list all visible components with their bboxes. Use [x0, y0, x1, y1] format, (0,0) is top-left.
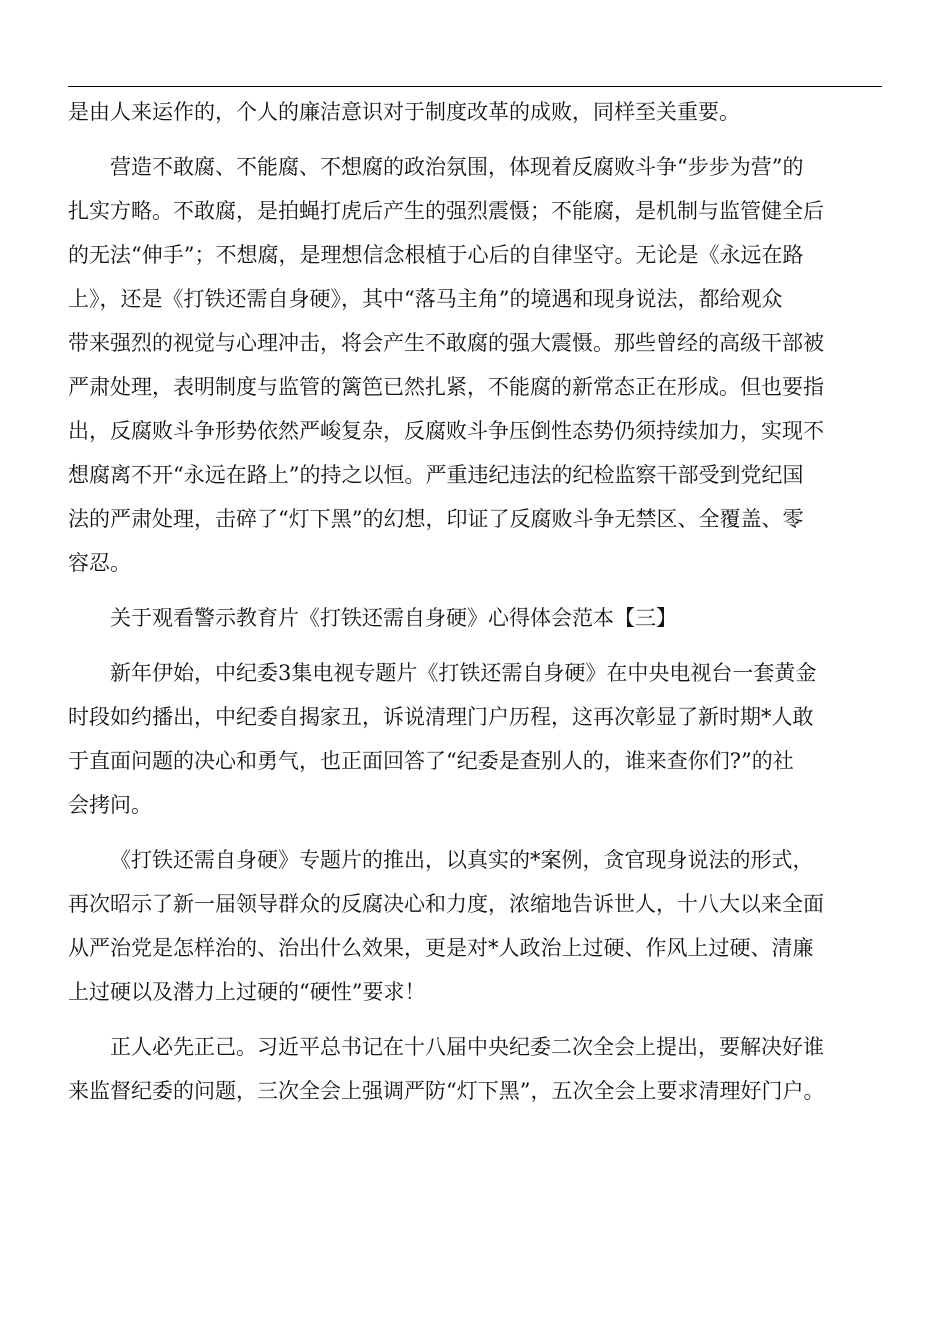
text-line: 容忍。: [68, 551, 131, 575]
text-line: 法的严肃处理，击碎了“灯下黑”的幻想，印证了反腐败斗争无禁区、全覆盖、零: [68, 507, 804, 531]
paragraph-gap: [68, 1014, 888, 1025]
text-line: 上过硬以及潜力上过硬的“硬性”要求！: [68, 980, 426, 1004]
text-line: 《打铁还需自身硬》专题片的推出，以真实的*案例，贪官现身说法的形式，: [110, 848, 814, 872]
paragraph-gap: [68, 585, 888, 596]
paragraph-gap: [68, 134, 888, 145]
text-line: 扎实方略。不敢腐，是拍蝇打虎后产生的强烈震慑；不能腐，是机制与监管健全后: [68, 199, 824, 223]
section-heading: [68, 596, 888, 640]
paragraph-gap: [68, 640, 888, 651]
text-line: 严肃处理，表明制度与监管的篱笆已然扎紧，不能腐的新常态正在形成。但也要指: [68, 375, 824, 399]
text-line: 是由人来运作的，个人的廉洁意识对于制度改革的成败，同样至关重要。: [68, 100, 740, 124]
paragraph-gap: [68, 827, 888, 838]
text-line: 再次昭示了新一届领导群众的反腐决心和力度，浓缩地告诉世人，十八大以来全面: [68, 892, 824, 916]
document-body: [68, 90, 888, 1113]
paragraph-self-discipline: [68, 1025, 888, 1113]
text-line: 营造不敢腐、不能腐、不想腐的政治氛围，体现着反腐败斗争“步步为营”的: [110, 155, 804, 179]
text-line: 带来强烈的视觉与心理冲击，将会产生不敢腐的强大震慑。那些曾经的高级干部被: [68, 331, 824, 355]
paragraph-continuation: [68, 90, 888, 134]
paragraph-new-year: [68, 651, 888, 827]
text-line: 从严治党是怎样治的、治出什么效果，更是对*人政治上过硬、作风上过硬、清廉: [68, 936, 814, 960]
paragraph-documentary: [68, 838, 888, 1014]
text-line: 正人必先正己。习近平总书记在十八届中央纪委二次全会上提出，要解决好谁: [110, 1035, 824, 1059]
text-line: 于直面问题的决心和勇气，也正面回答了“纪委是查别人的，谁来查你们?”的社: [68, 749, 794, 773]
text-line: 的无法“伸手”；不想腐，是理想信念根植于心后的自律坚守。无论是《永远在路: [68, 243, 804, 267]
text-line: 上》，还是《打铁还需自身硬》，其中“落马主角”的境遇和现身说法，都给观众: [68, 287, 783, 311]
header-rule: [68, 86, 882, 87]
text-line: 想腐离不开“永远在路上”的持之以恒。严重违纪违法的纪检监察干部受到党纪国: [68, 463, 804, 487]
text-line: 出，反腐败斗争形势依然严峻复杂，反腐败斗争压倒性态势仍须持续加力，实现不: [68, 419, 824, 443]
paragraph-anti-corruption: [68, 145, 888, 585]
text-line: 新年伊始，中纪委3集电视专题片《打铁还需自身硬》在中央电视台一套黄金: [110, 661, 817, 685]
text-line: 会拷问。: [68, 793, 152, 817]
text-line: 来监督纪委的问题，三次全会上强调严防“灯下黑”，五次全会上要求清理好门户。: [68, 1079, 825, 1103]
text-line: 时段如约播出，中纪委自揭家丑，诉说清理门户历程，这再次彰显了新时期*人敢: [68, 705, 814, 729]
section-heading-text: 关于观看警示教育片《打铁还需自身硬》心得体会范本【三】: [110, 606, 677, 630]
